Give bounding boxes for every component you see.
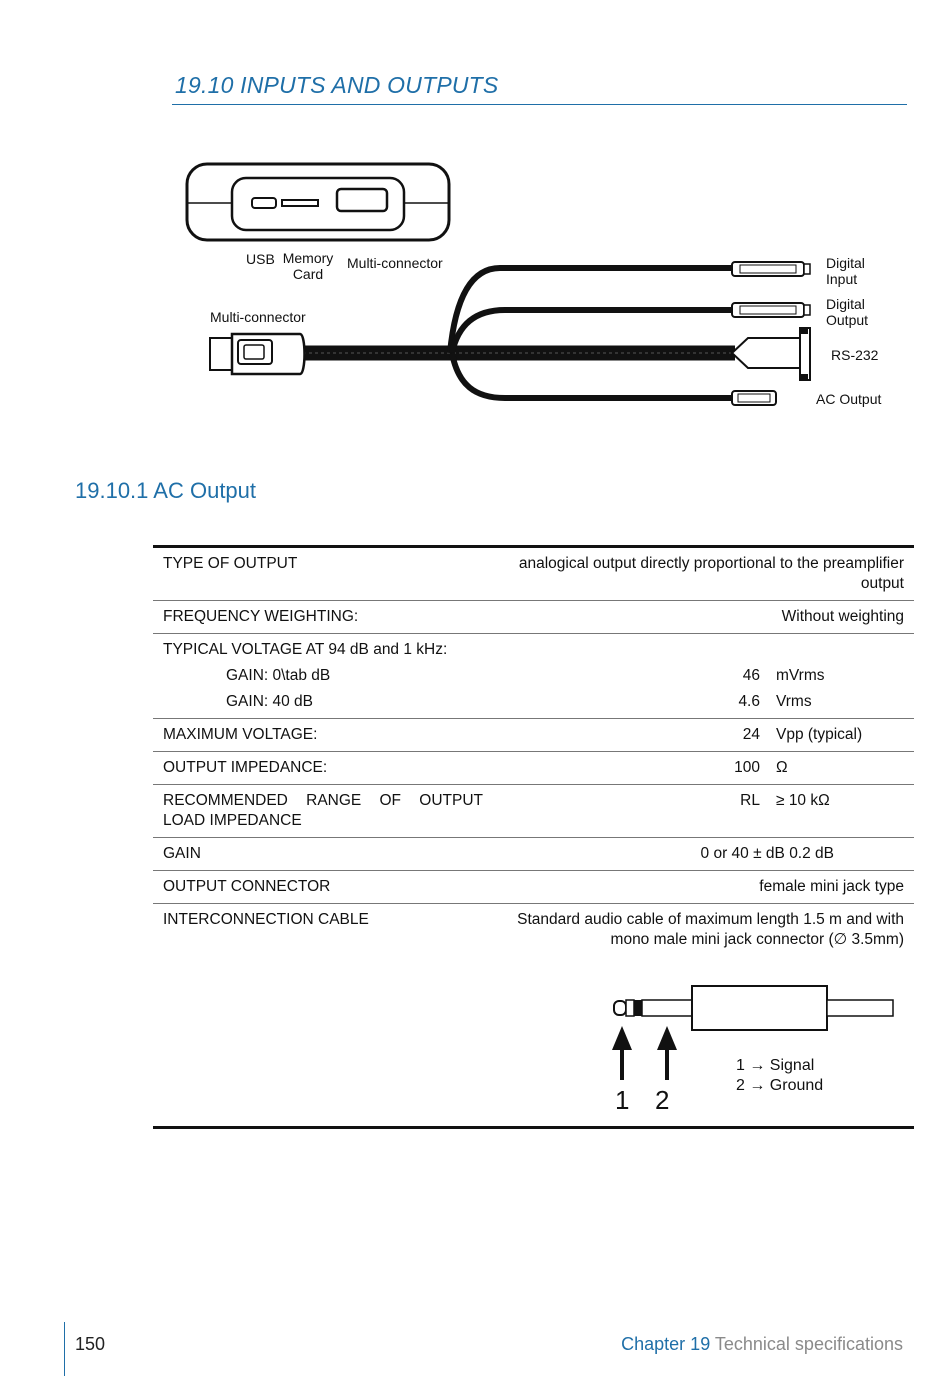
- cable-value-line1: Standard audio cable of maximum length 1.5 m and with: [517, 911, 904, 928]
- type-label: TYPE OF OUTPUT: [153, 547, 493, 601]
- type-value-line2: output: [860, 575, 904, 592]
- table-row: [153, 634, 914, 719]
- imp-value: [493, 752, 914, 785]
- rs232-label: RS-232: [831, 347, 879, 363]
- imp-label: OUTPUT IMPEDANCE:: [153, 752, 493, 785]
- conn-value: female mini jack type: [493, 871, 914, 904]
- digital-input-line1: Digital: [826, 255, 865, 271]
- gain-value: 0 or 40 ± dB 0.2 dB: [700, 845, 834, 862]
- usb-label: USB: [246, 251, 275, 267]
- maxv-unit: Vpp (typical): [776, 726, 863, 743]
- rec-word3: OF: [379, 792, 402, 809]
- multi-connector-port: [337, 189, 387, 211]
- chapter-description: Technical specifications: [714, 1334, 903, 1354]
- rec-label-line2: LOAD IMPEDANCE: [163, 812, 302, 829]
- digital-input-label: [826, 255, 865, 287]
- section-title: 19.10 INPUTS AND OUTPUTS: [175, 72, 499, 98]
- rec-word2: RANGE: [306, 792, 362, 809]
- digital-output-line2: Output: [826, 312, 869, 328]
- jack-pin-1: 1: [615, 1085, 630, 1115]
- digital-input-line2: Input: [826, 271, 858, 287]
- table-row: [153, 785, 914, 838]
- rs232-connector: [732, 328, 810, 380]
- imp-number: 100: [734, 759, 760, 776]
- rec-word4: OUTPUT: [419, 792, 483, 809]
- mini-jack-illustration: [600, 978, 910, 1118]
- gain0-unit: mVrms: [776, 667, 825, 684]
- arrow-2-icon: [657, 1026, 677, 1080]
- table-row: [153, 752, 914, 785]
- gain40-unit: Vrms: [776, 693, 812, 710]
- conn-label: OUTPUT CONNECTOR: [153, 871, 493, 904]
- digital-output-line1: Digital: [826, 296, 865, 312]
- freq-label: FREQUENCY WEIGHTING:: [153, 601, 493, 634]
- table-row: [153, 871, 914, 904]
- type-value: [493, 547, 914, 601]
- chapter-label: Chapter 19: [621, 1334, 711, 1354]
- rec-unit: ≥ 10 kΩ: [776, 792, 830, 809]
- gain-value-cell: [493, 838, 914, 871]
- table-row: [153, 547, 914, 601]
- left-multi-connector: [210, 334, 305, 374]
- voltage-label: TYPICAL VOLTAGE AT 94 dB and 1 kHz:: [163, 641, 448, 658]
- voltage-cell: [153, 634, 493, 719]
- ac-output-connector: [732, 391, 776, 405]
- usb-port: [252, 198, 276, 208]
- type-value-line1: analogical output directly proportional to the preamplifier: [518, 555, 904, 572]
- memory-text: Memory: [282, 250, 334, 266]
- maxv-label: MAXIMUM VOLTAGE:: [153, 719, 493, 752]
- multi-connector-top-label: Multi-connector: [347, 255, 443, 271]
- freq-value: Without weighting: [493, 601, 914, 634]
- subsection-title: 19.10.1 AC Output: [75, 478, 257, 503]
- ac-output-label: AC Output: [816, 391, 882, 407]
- arrow-1-icon: [612, 1026, 632, 1080]
- card-text: Card: [292, 266, 324, 282]
- device-illustration: [187, 164, 449, 240]
- digital-output-label: [826, 296, 868, 328]
- gain40-value: 4.6: [738, 693, 760, 710]
- cable-label: INTERCONNECTION CABLE: [153, 904, 493, 1128]
- jack-pin-2: 2: [655, 1085, 670, 1115]
- multi-connector-left-label: Multi-connector: [210, 309, 306, 325]
- digital-output-connector: [732, 303, 810, 317]
- table-row: [153, 601, 914, 634]
- gain40-label: GAIN: 40 dB: [226, 693, 314, 710]
- voltage-values: [493, 634, 914, 719]
- cable-diagram: [0, 0, 950, 460]
- jack-legend-ground: 2 → Ground: [736, 1077, 824, 1094]
- jack-legend-signal: 1 → Signal: [736, 1057, 815, 1074]
- maxv-number: 24: [742, 726, 760, 743]
- rec-label: [153, 785, 493, 838]
- imp-unit: Ω: [776, 759, 788, 776]
- gain0-label: GAIN: 0\tab dB: [226, 667, 331, 684]
- footer-divider: [64, 1322, 65, 1376]
- memory-card-label: [280, 250, 336, 282]
- gain-label: GAIN: [153, 838, 493, 871]
- table-row: [153, 719, 914, 752]
- footer-chapter: [621, 1334, 903, 1355]
- table-row: [153, 838, 914, 871]
- rec-value: [493, 785, 914, 838]
- memory-card-slot: [282, 200, 318, 206]
- jack-legend: [736, 1056, 823, 1096]
- rec-label-line1: [163, 791, 483, 811]
- digital-input-connector: [732, 262, 810, 276]
- rec-number: RL: [740, 792, 760, 809]
- cable-value-line2: mono male mini jack connector (∅ 3.5mm): [610, 931, 904, 948]
- gain0-value: 46: [742, 667, 760, 684]
- page-number: 150: [75, 1334, 106, 1354]
- maxv-value: [493, 719, 914, 752]
- rec-word1: RECOMMENDED: [163, 792, 288, 809]
